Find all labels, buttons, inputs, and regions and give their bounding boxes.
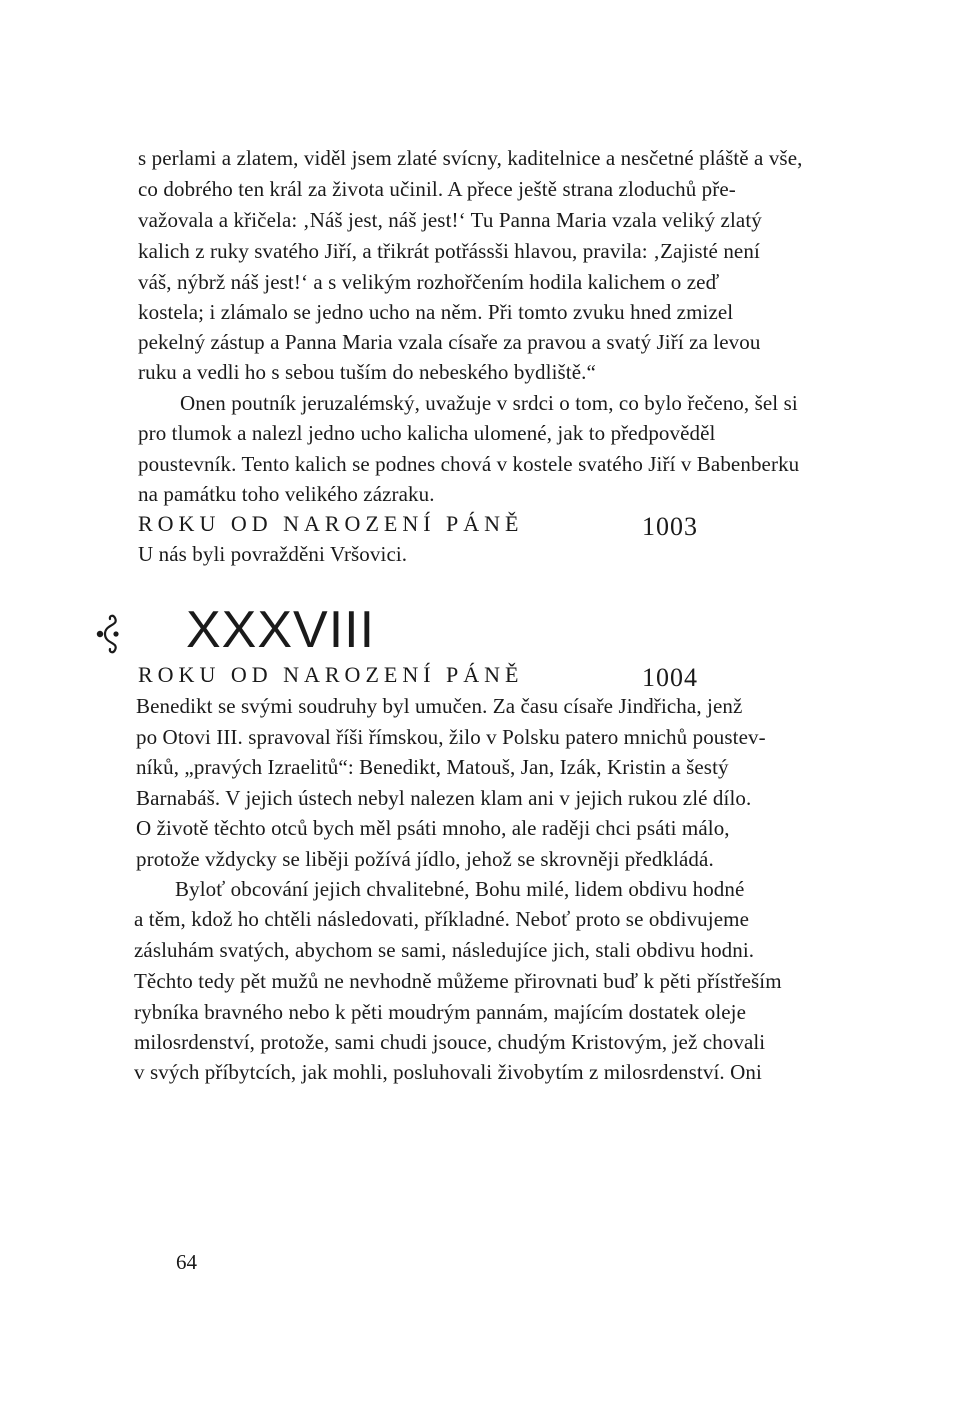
fleuron-ornament-icon [95, 612, 125, 656]
year-heading-number: 1004 [642, 663, 698, 692]
text-line: Těchto tedy pět mužů ne nevhodně můžeme přirovnati buď k pěti přístřeším [134, 969, 782, 993]
text-line: U nás byli povražděni Vršovici. [138, 542, 408, 566]
text-line: s perlami a zlatem, viděl jsem zlaté svícny, kaditelnice a nesčetné pláště a vše, [138, 146, 803, 170]
text-line: O životě těchto otců bych měl psáti mnoho, ale raději chci psáti málo, [136, 816, 730, 840]
text-line: Byloť obcování jejich chvalitebné, Bohu milé, lidem obdivu hodné [175, 877, 745, 901]
text-line: Benedikt se svými soudruhy byl umučen. Za času císaře Jindřicha, jenž [136, 694, 743, 718]
text-line: na památku toho velikého zázraku. [138, 482, 435, 506]
text-line: kostela; i zlámalo se jedno ucho na něm. Při tomto zvuku hned zmizel [138, 300, 734, 324]
text-line: pro tlumok a nalezl jedno ucho kalicha ulomené, jak to předpověděl [138, 421, 716, 445]
text-line: po Otovi III. spravoval říši římskou, žilo v Polsku patero mnichů poustev- [136, 725, 766, 749]
text-line: Barnabáš. V jejich ústech nebyl nalezen klam ani v jejich rukou zlé dílo. [136, 786, 752, 810]
text-line: Onen poutník jeruzalémský, uvažuje v srdci o tom, co bylo řečeno, šel si [180, 391, 798, 415]
year-heading-label: ROKU OD NAROZENÍ PÁNĚ [138, 662, 524, 687]
year-heading-number: 1003 [642, 512, 698, 541]
text-line: rybníka bravného nebo k pěti moudrým pannám, majícím dostatek oleje [134, 1000, 747, 1024]
text-line: poustevník. Tento kalich se podnes chová v kostele svatého Jiří v Babenberku [138, 452, 800, 476]
text-line: važovala a křičela: ‚Náš jest, náš jest!‘ Tu Panna Maria vzala veliký zlatý [138, 208, 762, 232]
text-line: pekelný zástup a Panna Maria vzala císaře za pravou a svatý Jiří za levou [138, 330, 761, 354]
text-line: níků, „pravých Izraelitů“: Benedikt, Matouš, Jan, Izák, Kristin a šestý [136, 755, 729, 779]
text-line: co dobrého ten král za života učinil. A přece ještě strana zloduchů pře- [138, 177, 736, 201]
text-line: v svých příbytcích, jak mohli, posluhovali živobytím z milosrdenství. Oni [134, 1060, 762, 1084]
text-line: a těm, kdož ho chtěli následovati, příkladné. Neboť proto se obdivujeme [134, 907, 749, 931]
year-heading-label: ROKU OD NAROZENÍ PÁNĚ [138, 511, 524, 536]
text-line: ruku a vedli ho s sebou tuším do nebeského bydliště.“ [138, 360, 596, 384]
text-line: milosrdenství, protože, sami chudi jsouce, chudým Kristovým, jež chovali [134, 1030, 766, 1054]
text-line: zásluhám svatých, abychom se sami, následujíce jich, stali obdivu hodni. [134, 938, 755, 962]
text-line: protože vždycky se liběji požívá jídlo, jehož se skrovněji předkládá. [136, 847, 714, 871]
text-line: váš, nýbrž náš jest!‘ a s velikým rozhořčením hodila kalichem o zeď [138, 270, 720, 294]
text-line: kalich z ruky svatého Jiří, a třikrát potřássši hlavou, pravila: ‚Zajisté není [138, 239, 760, 263]
page-number: 64 [176, 1250, 197, 1274]
chapter-numeral: XXXVIII [186, 601, 376, 659]
